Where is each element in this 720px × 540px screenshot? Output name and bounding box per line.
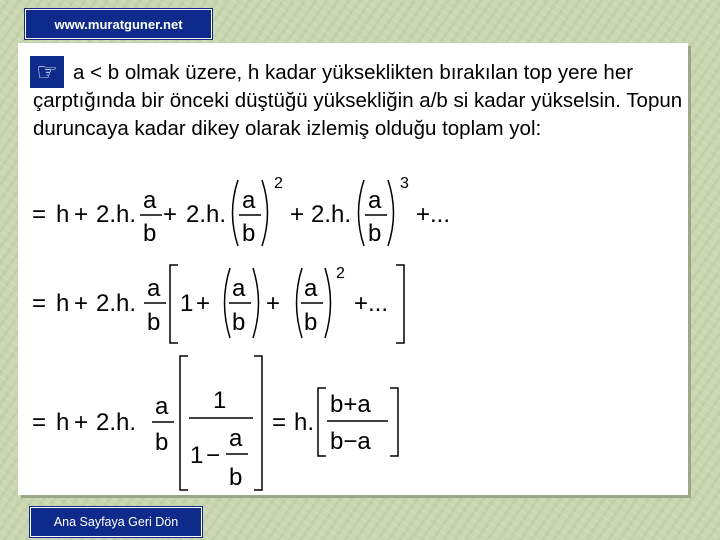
diff-denominator: b−a — [330, 428, 371, 455]
equals-sign: = — [32, 290, 47, 317]
big-fraction-num: 1 — [213, 387, 227, 414]
fraction-den: b — [232, 309, 246, 336]
equals-sign: = — [272, 409, 287, 436]
coef: 2.h. — [96, 290, 137, 317]
coef: 2.h. — [96, 409, 137, 436]
exponent: 2 — [336, 265, 345, 282]
fraction-num: a — [368, 187, 382, 214]
ellipsis: +... — [354, 290, 389, 317]
fraction-num: a — [229, 425, 243, 452]
fraction-den: b — [143, 220, 157, 247]
fraction-num: a — [155, 393, 169, 420]
ellipsis: +... — [416, 201, 451, 228]
h-symbol: h — [56, 290, 70, 317]
fraction-num: a — [242, 187, 256, 214]
one: 1 — [190, 442, 204, 469]
formula-line-1 — [32, 175, 450, 247]
h-symbol: h — [56, 201, 70, 228]
coef-2: 2.h. — [186, 201, 227, 228]
fraction-num: a — [304, 275, 318, 302]
fraction-num: a — [143, 187, 157, 214]
plus-sign: + — [74, 290, 89, 317]
plus-sign: + — [266, 290, 281, 317]
coef-3: 2.h. — [311, 201, 352, 228]
h-coef: h. — [294, 409, 315, 436]
fraction-den: b — [147, 309, 161, 336]
coef-1: 2.h. — [96, 201, 137, 228]
fraction-den: b — [242, 220, 256, 247]
site-url-badge: www.muratguner.net — [25, 9, 212, 39]
equals-sign: = — [32, 409, 47, 436]
fraction-num: a — [147, 275, 161, 302]
formula-line-2 — [32, 265, 404, 343]
pointing-hand-icon: ☞ — [30, 56, 64, 88]
exponent: 2 — [274, 175, 283, 192]
fraction-den: b — [229, 464, 243, 491]
formula-line-3 — [32, 356, 398, 491]
equals-sign: = — [32, 201, 47, 228]
plus-sign: + — [163, 201, 178, 228]
one: 1 — [180, 290, 194, 317]
plus-sign: + — [290, 201, 305, 228]
plus-sign: + — [74, 201, 89, 228]
fraction-num: a — [232, 275, 246, 302]
back-to-home-button[interactable]: Ana Sayfaya Geri Dön — [30, 507, 202, 537]
sum-numerator: b+a — [330, 391, 371, 418]
fraction-den: b — [304, 309, 318, 336]
plus-sign: + — [196, 290, 211, 317]
fraction-den: b — [155, 429, 169, 456]
problem-statement: a < b olmak üzere, h kadar yükseklikten bırakılan top yere her çarptığında bir önceki düştüğü yüksekliğin a/b si kadar yükselsin. Topun duruncaya kadar dikey olarak izlemiş olduğu toplam yol: — [33, 61, 683, 140]
fraction-den: b — [368, 220, 382, 247]
exponent: 3 — [400, 175, 409, 192]
plus-sign: + — [74, 409, 89, 436]
minus-sign: − — [206, 442, 221, 469]
h-symbol: h — [56, 409, 70, 436]
